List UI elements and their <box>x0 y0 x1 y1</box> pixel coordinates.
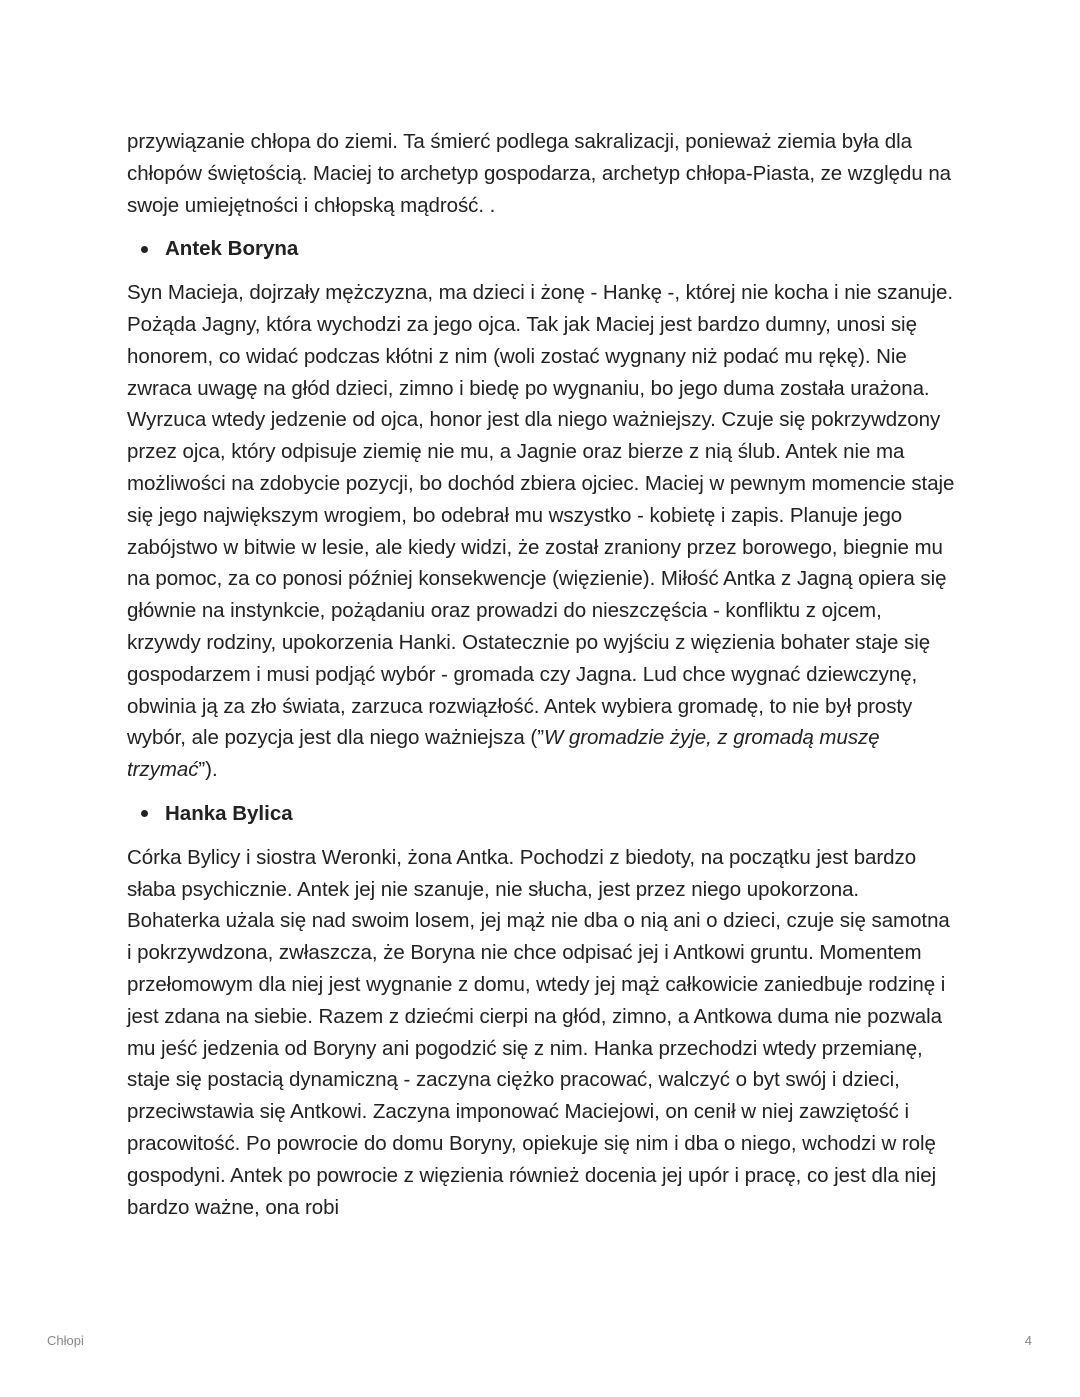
section-heading-label: Hanka Bylica <box>165 801 293 825</box>
bullet-icon <box>141 246 148 253</box>
document-body <box>127 126 957 1223</box>
intro-paragraph: przywiązanie chłopa do ziemi. Ta śmierć podlega sakralizacji, ponieważ ziemia była dla chłopów świętością. Maciej to archetyp gospodarza, archetyp chłopa-Piasta, ze względu na swoje umiejętności i chłopską mądrość. . <box>127 130 952 217</box>
paragraph-text-end: ”). <box>198 758 218 782</box>
section-paragraph-antek <box>127 277 957 786</box>
section-heading-antek <box>127 233 957 265</box>
footer-document-title: Chłopi <box>47 1333 84 1348</box>
quote-text: W gromadzie żyje, z gromadą muszę trzymać <box>127 726 880 782</box>
section-heading-label: Antek Boryna <box>165 237 299 261</box>
footer-page-number: 4 <box>1024 1333 1032 1348</box>
paragraph-text: Syn Macieja, dojrzały mężczyzna, ma dzieci i żonę - Hankę -, której nie kocha i nie szanuje. Pożąda Jagny, która wychodzi za jego ojca. Tak jak Maciej jest bardzo dumny, unosi się honorem, co widać podczas kłótni z nim (woli zostać wygnany niż podać mu rękę). Nie zwraca uwagę na głód dzieci, zimno i biedę po wygnaniu, bo jego duma została urażona. Wyrzuca wtedy jedzenie od ojca, honor jest dla niego ważniejszy. Czuje się pokrzywdzony przez ojca, który odpisuje ziemię nie mu, a Jagnie oraz bierze z nią ślub. Antek nie ma możliwości na zdobycie pozycji, bo dochód zbiera ojciec. Maciej w pewnym momencie staje się jego największym wrogiem, bo odebrał mu wszystko - kobietę i zapis. Planuje jego zabójstwo w bitwie w lesie, ale kiedy widzi, że został zraniony przez borowego, biegnie mu na pomoc, za co ponosi później konsekwencje (więzienie). Miłość Antka z Jagną opiera się głównie na instynkcie, pożądaniu oraz prowadzi do nieszczęścia - konfliktu z ojcem, krzywdy rodziny, upokorzenia Hanki. Ostatecznie po wyjściu z więzienia bohater staje się gospodarzem i musi podjąć wybór - gromada czy Jagna. Lud chce wygnać dziewczynę, obwinia ją za zło świata, zarzuca rozwiązłość. Antek wybiera gromadę, to nie był prosty wybór, ale pozycja jest dla niego ważniejsza (” <box>127 281 955 750</box>
section-paragraph-hanka: Córka Bylicy i siostra Weronki, żona Antka. Pochodzi z biedoty, na początku jest bardzo słaba psychicznie. Antek jej nie szanuje, nie słucha, jest przez niego upokorzona. Bohaterka użala się nad swoim losem, jej mąż nie dba o nią ani o dzieci, czuje się samotna i pokrzywdzona, zwłaszcza, że Boryna nie chce odpisać jej i Antkowi gruntu. Momentem przełomowym dla niej jest wygnanie z domu, wtedy jej mąż całkowicie zaniedbuje rodzinę i jest zdana na siebie. Razem z dziećmi cierpi na głód, zimno, a Antkowa duma nie pozwala mu jeść jedzenia od Boryny ani pogodzić się z nim. Hanka przechodzi wtedy przemianę, staje się postacią dynamiczną - zaczyna ciężko pracować, walczyć o byt swój i dzieci, przeciwstawia się Antkowi. Zaczyna imponować Maciejowi, on cenił w niej zawziętość i pracowitość. Po powrocie do domu Boryny, opiekuje się nim i dba o niego, wchodzi w rolę gospodyni. Antek po powrocie z więzienia również docenia jej upór i pracę, co jest dla niej bardzo ważne, ona robi <box>127 845 950 1219</box>
section-heading-hanka <box>127 798 957 830</box>
bullet-icon <box>141 810 148 817</box>
